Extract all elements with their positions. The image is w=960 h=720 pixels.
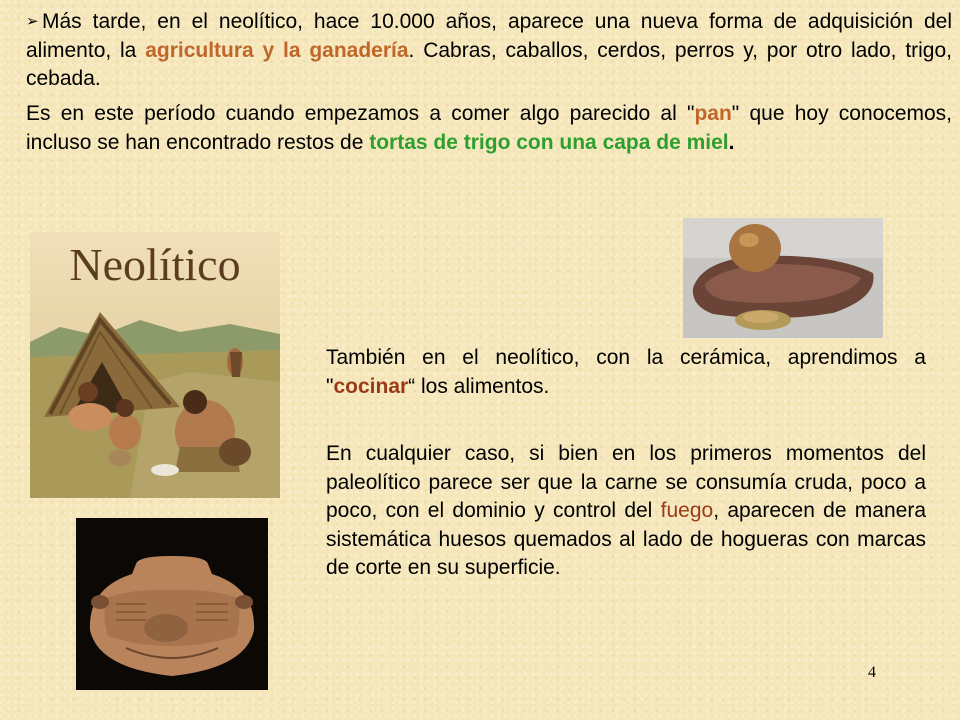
fire-paragraph	[326, 440, 926, 583]
bread-paragraph	[26, 100, 952, 157]
neolithic-scene-image	[30, 232, 280, 498]
fire-highlight: fuego	[660, 499, 714, 522]
arrow-bullet-icon: ➢	[26, 13, 39, 30]
bread-highlight: pan	[694, 102, 732, 125]
ceramics-paragraph	[326, 344, 926, 401]
cook-highlight: cocinar	[333, 374, 409, 398]
bread-text-2: " que hoy conocemos, incluso se han encontrado restos de	[26, 102, 952, 154]
neolithic-pot-image	[76, 518, 268, 690]
fire-text-1: En cualquier caso, si bien en los primeros momentos del paleolítico parece ser que la carne se consumía cruda, poco a poco, con el dominio y control del	[326, 442, 926, 522]
agriculture-highlight: agricultura y la ganadería	[145, 38, 409, 62]
agriculture-text-2: . Cabras, caballos, cerdos, perros y, por otro lado, trigo, cebada.	[26, 38, 952, 90]
agriculture-paragraph	[26, 8, 952, 94]
grinding-stone-image	[683, 218, 883, 338]
bread-text-1: Es en este período cuando empezamos a comer algo parecido al "	[26, 102, 695, 125]
neolitico-image-title: Neolítico	[69, 239, 241, 290]
ceramics-text-1: También en el neolítico, con la cerámica, aprendimos a "	[326, 346, 926, 398]
page-number: 4	[868, 664, 876, 681]
ceramics-text-2: “ los alimentos.	[408, 374, 550, 398]
honey-cakes-highlight: tortas de trigo con una capa de miel	[369, 130, 729, 154]
bread-text-3: .	[728, 130, 735, 154]
fire-text-2: , aparecen de manera sistemática huesos quemados al lado de hogueras con marcas de corte en su superficie.	[326, 499, 927, 579]
agriculture-text-1: Más tarde, en el neolítico, hace 10.000 años, aparece una nueva forma de adquisición del alimento, la	[26, 10, 952, 62]
